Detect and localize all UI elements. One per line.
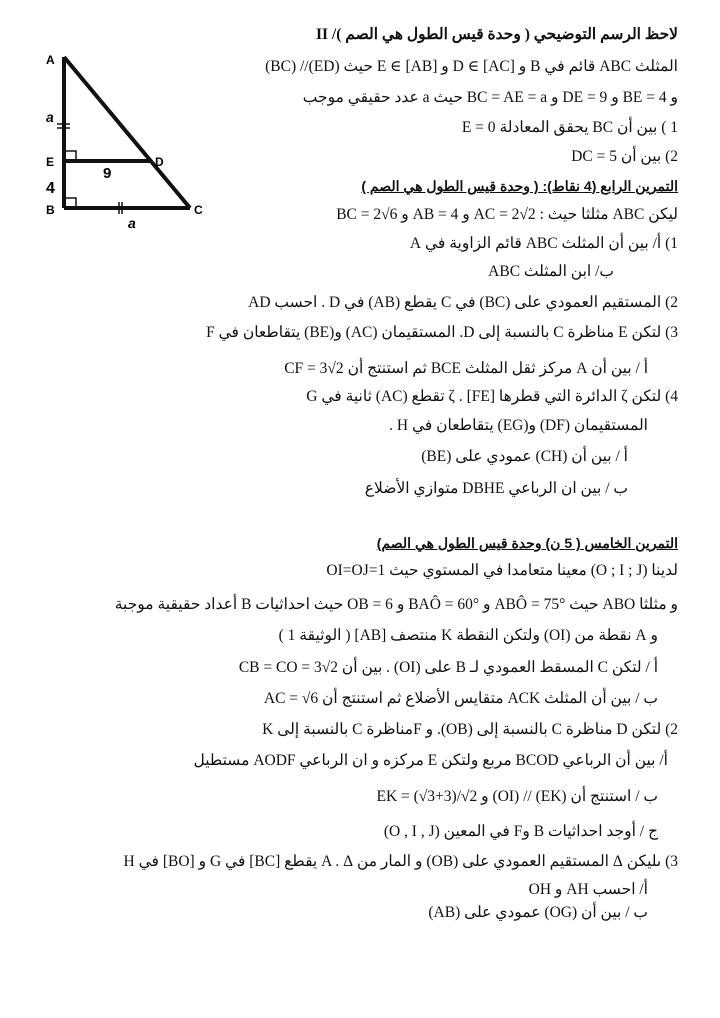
question-2: 2) بين أن DC = 5 <box>571 148 678 165</box>
question-3b: ب / بين أن (OG) عمودي على (AB) <box>428 904 648 921</box>
text-line: المستقيمان (DF) و(EG) يتقاطعان في H . <box>389 417 648 434</box>
text-line: المثلث ABC قائم في B و D ∈ [AC] و E ∈ [AB] حيث (ED)// (BC) <box>265 58 678 75</box>
text-line: و BE = 4 و DE = 9 و BC = AE = a حيث a عدد حقيقي موجب <box>302 89 678 106</box>
question-2c: ج / أوجد احداثيات B وF في المعين (O , I , J) <box>383 823 658 840</box>
label-be-length: 4 <box>46 180 55 197</box>
question-1: 1 ) بين أن BC يحقق المعادلة E = 0 <box>461 119 678 136</box>
segment-ac <box>64 57 190 208</box>
question-2a: أ/ بين أن الرباعي BCOD مربع ولتكن E مركزه و ان الرباعي AODF مستطيل <box>193 752 668 769</box>
text-line: و مثلثا ABO حيث ABÔ = 75° و BAÔ = 60° و OB = 6 حيث احداثيات B أعداد حقيقية موجبة <box>114 596 678 613</box>
label-e: E <box>46 155 55 169</box>
label-ae-length: a <box>46 109 54 125</box>
question-2: 2) المستقيم العمودي على (BC) في C يقطع (AB) في D . احسب AD <box>248 294 678 311</box>
triangle-figure <box>30 40 220 240</box>
question-2b: ب / استنتج أن (EK) // (OI) و EK = (√3+3)/√2 <box>376 788 658 805</box>
text-line: لدينا (O ; I ; J) معينا متعامدا في المستوي حيث OI=OJ=1 <box>326 562 678 579</box>
exercise-4-title: التمرين الرابع (4 نقاط): ( وحدة قيس الطول هي الصم ) <box>361 178 678 194</box>
question-4: 4) لتكن ζ الدائرة التي قطرها [FE] . ζ تقطع (AC) ثانية في G <box>306 388 678 405</box>
label-de-length: 9 <box>103 165 112 182</box>
question-1a: أ / لتكن C المسقط العمودي لـ B على (OI) . بين أن CB = CO = 3√2 <box>238 659 658 676</box>
label-d: D <box>155 155 164 169</box>
text-line: و A نقطة من (OI) ولتكن النقطة K منتصف [AB] ( الوثيقة 1 ) <box>278 627 658 644</box>
question-3a: أ / بين أن A مركز ثقل المثلث BCE ثم استنتج أن CF = 3√2 <box>284 360 648 377</box>
label-c: C <box>194 203 203 217</box>
question-1b: ب/ ابن المثلث ABC <box>488 263 614 280</box>
exercise-5-title: التمرين الخامس ( 5 ن) وحدة قيس الطول هي الصم) <box>376 535 678 551</box>
question-3: 3) لتكن E مناظرة C بالنسبة إلى D. المستقيمان (AC) و(BE) يتقاطعان في F <box>206 324 678 341</box>
question-1a: 1) أ/ بين أن المثلث ABC قائم الزاوية في A <box>409 235 678 252</box>
text-line: ليكن ABC مثلثا حيث : AC = 2√2 و AB = 4 و BC = 2√6 <box>336 206 678 223</box>
label-bc-length: a <box>128 215 136 231</box>
label-a: A <box>46 53 55 67</box>
question-2: 2) لتكن D مناظرة C بالنسبة إلى (OB). و Fمناظرة C بالنسبة إلى K <box>262 721 678 738</box>
question-3a: أ/ احسب AH و OH <box>528 881 648 898</box>
label-b: B <box>46 203 55 217</box>
question-3: 3) ىليكن Δ المستقيم العمودي على (OB) و المار من A . Δ يقطع [BC] في G و [BO] في H <box>123 853 678 870</box>
question-4b: ب / بين ان الرباعي DBHE متوازي الأضلاع <box>364 480 628 497</box>
exercise-2-title: II /لاحظ الرسم التوضيحي ( وحدة قيس الطول هي الصم ) <box>315 26 678 43</box>
question-4a: أ / بين أن (CH) عمودي على (BE) <box>421 448 628 465</box>
question-1b: ب / بين أن المثلث ACK متقايس الأضلاع ثم استنتج أن AC = √6 <box>263 690 658 707</box>
